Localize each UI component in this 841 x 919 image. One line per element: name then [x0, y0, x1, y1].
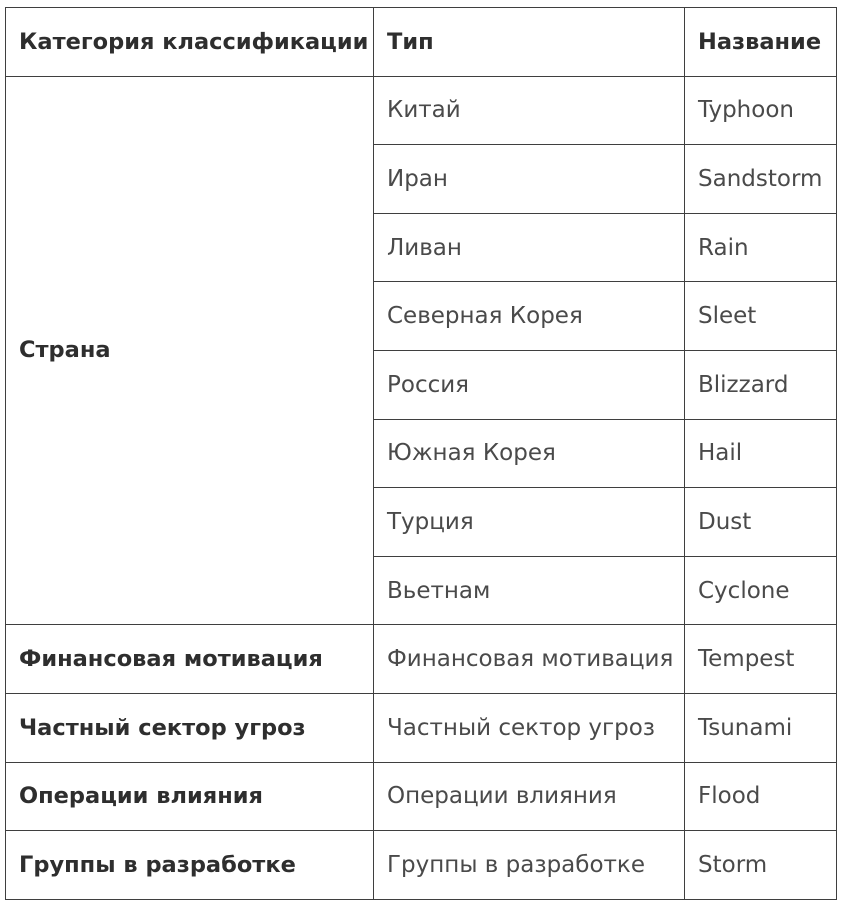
name-cell: Dust: [685, 488, 837, 557]
name-cell: Cyclone: [685, 556, 837, 625]
type-cell: Южная Корея: [374, 419, 685, 488]
name-cell: Flood: [685, 762, 837, 831]
naming-taxonomy-table: [5, 7, 837, 900]
category-cell: Финансовая мотивация: [6, 625, 374, 694]
type-cell: Вьетнам: [374, 556, 685, 625]
name-cell: Blizzard: [685, 350, 837, 419]
type-cell: Частный сектор угроз: [374, 693, 685, 762]
type-cell: Россия: [374, 350, 685, 419]
name-cell: Hail: [685, 419, 837, 488]
column-header-type: Тип: [374, 8, 685, 77]
type-cell: Ливан: [374, 213, 685, 282]
type-cell: Иран: [374, 145, 685, 214]
table-row: [6, 76, 837, 145]
naming-table-container: [5, 7, 837, 900]
category-cell: Частный сектор угроз: [6, 693, 374, 762]
category-cell: Группы в разработке: [6, 831, 374, 900]
column-header-name: Название: [685, 8, 837, 77]
table-header-row: [6, 8, 837, 77]
table-row: [6, 625, 837, 694]
category-cell: Страна: [6, 76, 374, 625]
name-cell: Sleet: [685, 282, 837, 351]
name-cell: Storm: [685, 831, 837, 900]
type-cell: Турция: [374, 488, 685, 557]
table-row: [6, 693, 837, 762]
name-cell: Sandstorm: [685, 145, 837, 214]
column-header-category: Категория классификации: [6, 8, 374, 77]
name-cell: Tempest: [685, 625, 837, 694]
table-row: [6, 831, 837, 900]
name-cell: Typhoon: [685, 76, 837, 145]
name-cell: Rain: [685, 213, 837, 282]
type-cell: Финансовая мотивация: [374, 625, 685, 694]
table-row: [6, 762, 837, 831]
name-cell: Tsunami: [685, 693, 837, 762]
type-cell: Китай: [374, 76, 685, 145]
type-cell: Северная Корея: [374, 282, 685, 351]
category-cell: Операции влияния: [6, 762, 374, 831]
type-cell: Группы в разработке: [374, 831, 685, 900]
type-cell: Операции влияния: [374, 762, 685, 831]
